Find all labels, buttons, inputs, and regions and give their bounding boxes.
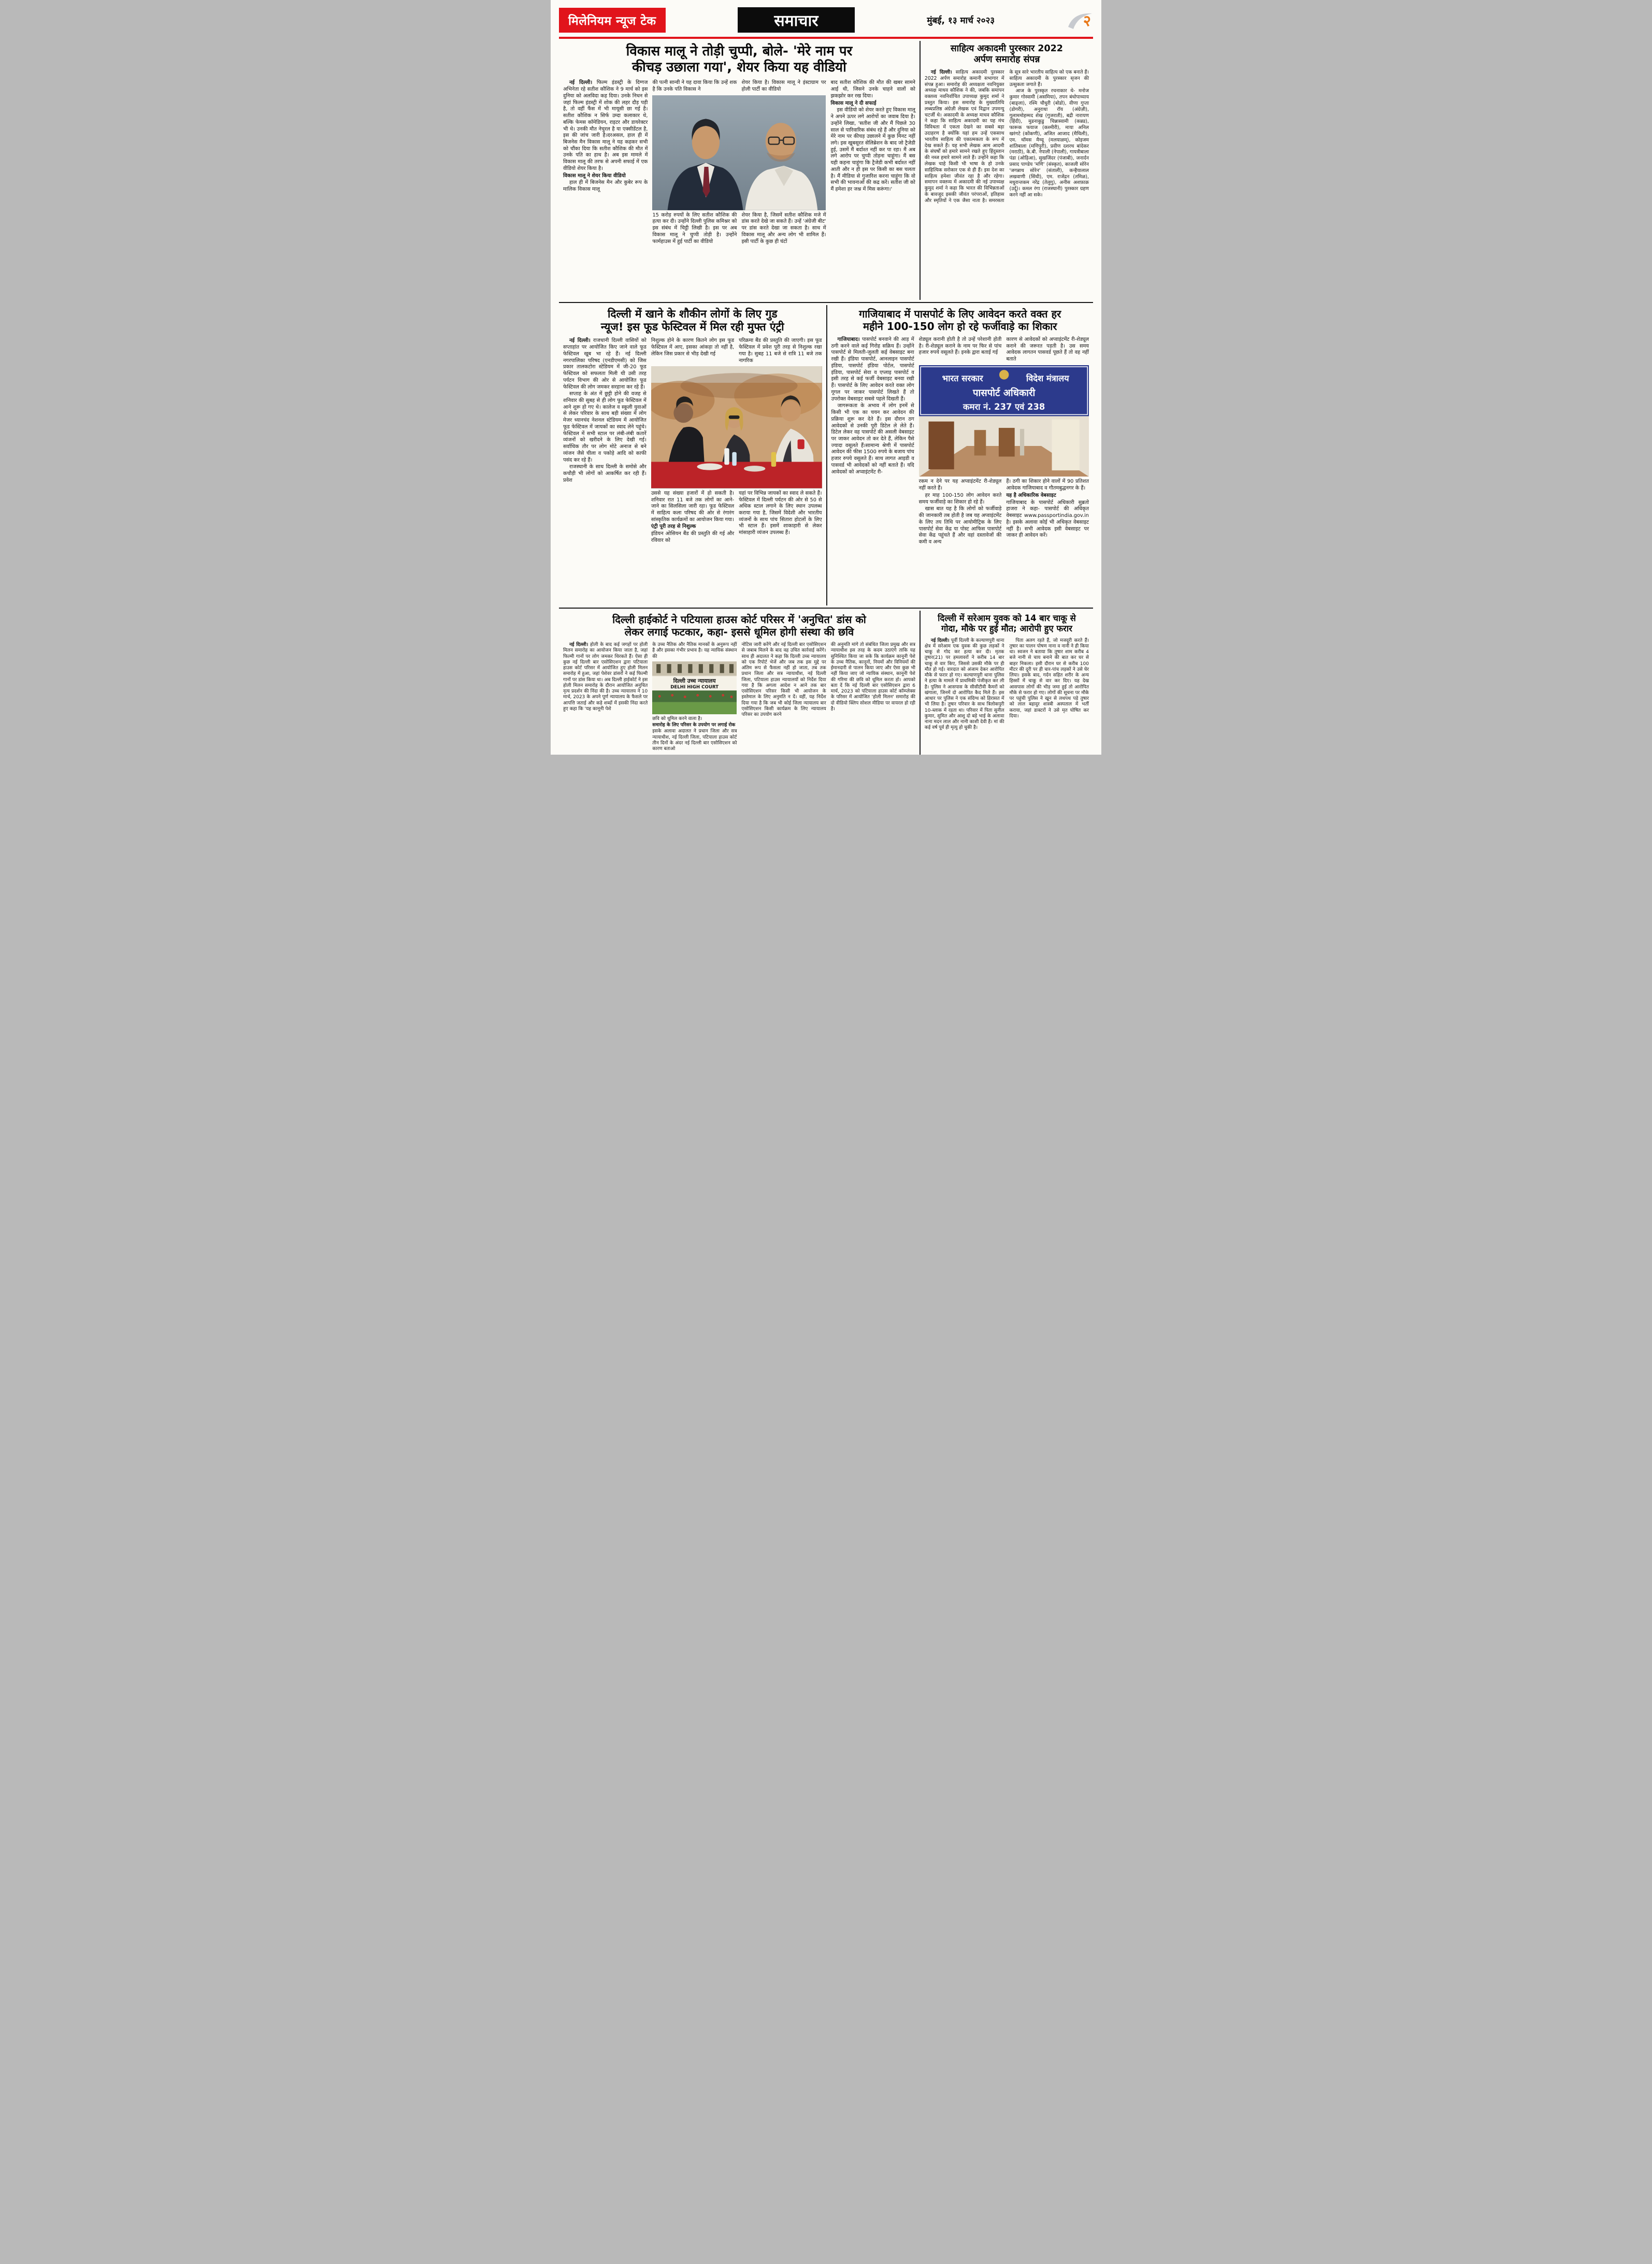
delhi-high-court-photo — [652, 661, 737, 714]
passport-office-photo — [919, 365, 1089, 477]
paragraph: परिक्रमा बैंड की प्रस्तुति की जाएगी। इस फूड फेस्टिवल में प्रवेश पूरी तरह से निशुल्क रखा गया है। सुबह 11 बजे से रात्रि 11 बजे तक नागरिक — [739, 338, 822, 364]
paragraph: आज के पुरस्कृत रचनाकार थे- मनोज कुमार गोस्वामी (असमिया), तपन बंधोपाध्याय (बाङ्ला), रश्मि चौधुरी (बोडो), वीणा गुप्ता (डोगरी), अनुराधा रॉय (अंग्रेज़ी), गुलाममोहम्मद शेख (गुजराती), बद्री नारायण (हिंदी), मुडनाकुडु चिन्नास्वामी (कन्नड), फारूक फयाज (कश्मीरी), माया अनिल खरंगटे (कोंकणी), अजित आजाद (मैथिली), एम. थॉमस मैथ्यू (मलयाळम्), कोइजम शांतिबाला (मणिपुरी), प्रवीण दशरथ बांदेकर (मराठी), के.बी. नेपाली (नेपाली), गायत्रीबाला पंडा (ओड़िआ), सुखजिंदर (पंजाबी), जनार्दन प्रसाद पाण्डेय 'मणि' (संस्कृत), काजली सोरेन 'जगन्नाथ सोरेन' (संताली), कन्हैयालाल लखवाणी (सिंधी), एम. राजेंद्रन (तमिळ), मधुरान्तकम नरेंद्र (तेलुगु), अनीस अशफ़ाक़ (उर्दू)। कमल रंगा (राजस्थानी) पुरस्कार ग्रहण करने नहीं आ सके। — [1009, 88, 1089, 198]
paragraph: शेयर किया है, जिसमें सतीश कौशिक मजे में डांस करते देखे जा सकते हैं। उन्हें 'अंग्रेजी बीट' पर डांस करते देखा जा सकता है। साथ में विकास मालू और अन्य लोग भी शामिल हैं। इसी पार्टी के कुछ ही घंटों — [741, 212, 826, 244]
paragraph: सप्ताह के अंत में छुट्टी होने की वजह से शनिवार की सुबह से ही लोग फूड फेस्टिवल में आने शुरू हो गए थे। कालेज व स्कूली युवाओं से लेकर परिवार के साथ बड़ी संख्या में लोग मेजर ध्यानचंद नेशनल स्टेडियम में आयोजित फूड फेस्टिवल में जायकों का स्वाद लेने पहुंचे। फेस्टिवल में सभी स्टाल पर लंबी-लंबी कतारें व्यंजनों को खरीदने के लिए देखी गई। सर्वाधिक तौर पर लोग मोटे अनाज से बने व्यंजन जैसे चीला व पकोड़े आदि को काफी पसंद कर रहे हैं। — [563, 391, 647, 463]
paragraph: पिता अलग रहते हैं, जो मजदूरी करते हैं। तुषार का पालन पोषण नाना व नानी ने ही किया था। स्वजन ने बताया कि तुषार शाम करीब 4 बजे नानी से चाय बनाने की बात कर घर से बाहर निकला। इसी दौरान घर से करीब 100 मीटर की दूरी पर ही चार-पांच लड़कों ने उसे घेर लिया। इसके बाद, गर्दन सहित शरीर के अन्य हिस्सों में चाकू से वार कर दिए। यह देख आसपास लोगों की भीड़ जमा हुई तो आरोपित मौके से फरार हो गए। लोगों की सूचना पर मौके पर पहुंची पुलिस ने खून से लथपथ पड़े तुषार को लाल बहादुर शास्त्री अस्पताल में भर्ती कराया, जहां डाक्टरों ने उसे मृत घोषित कर दिया। — [1009, 638, 1089, 719]
row-top — [559, 41, 1093, 300]
article-highcourt-headline: दिल्ली हाईकोर्ट ने पटियाला हाउस कोर्ट परिसर में 'अनुचित' डांस को लेकर लगाई फटकार, कहा- इससे धूमिल होगी संस्था की छवि — [612, 613, 866, 638]
subhead: समारोह के लिए परिसर के उपयोग पर लगाई रोक — [652, 723, 736, 728]
paragraph: जागरूकता के अभाव में लोग इनमें से किसी भी एक का चयन कर आवेदन की प्रक्रिया शुरू कर देते हैं। इस दौरान ठग आवेदकों से उनकी पूरी डिटेल ले लेते हैं। डिटेल लेकर वह पासपोर्ट की असली वेबसाइट पर जाकर आवेदन तो कर देते हैं, लेकिन पैसे ज्यादा वसूलते हैं।सामान्य श्रेणी में पासपोर्ट आवेदन की फीस 1500 रुपये के बजाय पांच हजार रुपये वसूलते हैं। साथ लागत आइडी व पासवर्ड भी आवेदकों को नहीं बताते हैं। यदि आवेदकों को अप्वाइंटमेंट री- — [831, 403, 914, 475]
article-stabbing-headline: दिल्ली में सरेआम युवक को 14 बार चाकू से गोदा, मौके पर हुई मौत; आरोपी हुए फरार — [938, 613, 1076, 633]
paragraph: कारण से आवेदकों को अप्वाइंटमेंट री-शेड्यूल कराने की जरूरत पड़ती है। उस समय आवेदक लागतन पासवर्ड पूछते हैं तो वह नहीं बताते — [1006, 337, 1089, 363]
paragraph: नई दिल्ली। साहित्य अकादमी पुरस्कार 2022 अर्पण समारोह कमानी सभागार में संपन्न हुआ। समारोह की अध्यक्षता नवनियुक्त अध्यक्ष माधव कौशिक ने की, जबकि समापन वक्तव्य नवनिर्वाचित उपाध्यक्ष कुमुद शर्मा ने प्रस्तुत किया। इस समारोह के मुख्यातिथि लब्धप्रतिष्ठ अंग्रेज़ी लेखक एवं विद्वान उपमन्यु चटर्जी थे। अकादमी के अध्यक्ष माधव कौशिक ने कहा कि साहित्य अकादमी का यह मंच विविधता में एकता देखने का सबसे बड़ा उदाहरण है क्योंकि यहां हम उन्हें एकसाथ भारतीय साहित्य की एकात्मकता के रूप में देख सकते हैं। यह सभी लेखक आम आदमी के संघर्षों को हमारे सामने रखते हुए हिंदुस्तान की नब्ज हमारे सामने लाते हैं। उन्होंने कहा कि लेखक चाहे किसी भी भाषा के हो उनके साहित्यिक सरोकार एक से ही हैं। इस देश का साहित्य हमेशा जीवंत रहा है और रहेगा। समापन वक्तव्य में अकादमी की नई उपाध्यक्ष कुमुद शर्मा ने कहा कि भारत की विभिन्नताओं के बावजूद इसकी जीवंत परंपराओं, इतिहास और स्मृतियों ने एक जैसा नाता है। समरसता के सूत्र सारे भारतीय साहित्य को एक बनाते हैं। साहित्य अकादमी के पुरस्कार सृजन की उत्सुकता जगाते हैं। — [924, 69, 1089, 204]
row-bottom — [559, 611, 1093, 755]
stabbing-body — [925, 638, 1089, 731]
article-passport-fraud — [826, 305, 1094, 605]
article-stabbing — [920, 611, 1093, 755]
vikas-satish-photo — [652, 95, 826, 210]
passport-middle-columns — [919, 337, 1089, 546]
article-highcourt-rebuke — [559, 611, 920, 755]
paragraph: की अनुमति मांगे तो संबंधित जिला प्रमुख और सत्र न्यायाधीश इस तरह के कदम उठाएंगे ताकि यह सुनिश्चित किया जा सके कि कार्यक्रम कानूनी पेशे के उच्च नैतिक, कानूनों, नियमों और विनियमों की ईमानदारी से पालन किया जाए और ऐसा कुछ भी नहीं किया जाए जो न्यायिक संस्थान, कानूनी पेशे की गरिमा की छवि को धूमिल करता हो। आपको बता दें कि नई दिल्ली बार एसोसिएशन द्वारा 6 मार्च, 2023 को पटियाला हाउस कोर्ट कॉम्प्लेक्स के परिसर में आयोजित 'होली मिलन' समारोह की दो वीडियो क्लिप सोशल मीडिया पर वायरल हो रही है। — [830, 642, 915, 712]
passport-column-1 — [831, 337, 914, 546]
paragraph: खास बात यह है कि लोगों को फर्जीवाड़े की जानकारी तब होती है जब यह अप्वाइंटमेंट के लिए तय तिथि पर आयोमीट्रिक के लिए पासपोर्ट सेवा केंद्र या पोस्ट आफिस पासपोर्ट सेवा केंद्र पहुंचते हैं और वहां दस्तावेजों की कमी व अन्य — [918, 506, 1002, 545]
paragraph: नई दिल्ली। फिल्म इंडस्ट्री के दिग्गज अभिनेता रहे सतीश कौशिक ने 9 मार्च को इस दुनिया को अलविदा कह दिया। उनके निधन से जहां फिल्म इंडस्ट्री में शोक की लहर दौड़ पड़ी है, तो वहीं फैंस में भी मायूसी छा गई है। सतीश कौशिक न सिर्फ उम्दा कलाकार थे, बल्कि फेमस कॉमेडियन, राइटर और डायरेक्टर भी थे। उनकी मौत नेचुरल है या एक्सीडेंटल है, इस की जांच जारी है।दरअसल, हाल ही में बिजनेस मैन विकास मालू ने यह कहकर सभी को चौंका दिया कि सतीश कौशिक की मौत में उनके पति का हाथ है। अब इस मामले में विकास मालू की तरफ से अपनी सफाई में एक वीडियो शेयर किया है। — [563, 80, 648, 171]
paragraph: उससे यह संख्या हजारों में हो सकती है। शनिवार रात 11 बजे तक लोगों का आने-जाने का सिलसिला जारी रहा। फूड फेस्टिवल में साहित्य कला परिषद की ओर से रंगारंग सांस्कृतिक कार्यक्रमों का आयोजन किया गया। — [651, 490, 735, 523]
article-sahitya-akademi — [920, 41, 1093, 300]
passport-sign-text: विदेश मंत्रालय — [1026, 373, 1069, 383]
passport-sign-text: कमरा नं. 237 एवं 238 — [963, 402, 1045, 412]
paragraph: के उच्च नैतिक और नैतिक मानकों के अनुरूप नहीं है और इसका गंभीर प्रभाव है। यह न्यायिक संस्थान की — [652, 642, 737, 659]
food-middle-columns — [651, 338, 822, 544]
vikas-middle-columns — [652, 80, 826, 246]
paragraph: गाजियाबाद। पासपोर्ट बनवाने की आड़ में ठगी करने वाले कई गिरोह सक्रिय हैं। उन्होंने पासपोर्ट से मिलती-जुलती कई वेबसाइट बना रखी हैं। इंडिया पासपोर्ट, आनलाइन पासपोर्ट इंडिया, पासपोर्ट इंडिया पोर्टल, पासपोर्ट इंडिया, पासपोर्ट सेवा व एप्लाइ पासपोर्ट व इसी तरह से कई फर्जी वेबसाइट बनवा रखी हैं। पासपोर्ट के लिए आवेदन करते वक्त लोग गूगल पर जाकर पासपोर्ट लिखते हैं तो उपरोक्त वेबसाइट सबसे पहले दिखती हैं। — [831, 337, 914, 402]
paragraph: शेयर किया है। विकास मालू ने इंस्टाग्राम पर होली पार्टी का वीडियो — [741, 80, 826, 93]
article-vikas-malu — [559, 41, 920, 300]
paragraph: यहां पर विभिन्न जायकों का स्वाद ले सकते हैं। फेस्टिवल में दिल्ली पर्यटन की ओर से 50 से अधिक स्टाल लगाने के लिए स्थान उपलब्ध कराया गया है, जिसमें विदेशी और भारतीय व्यंजनों के साथ पांच सितारा होटलों के लिए भी स्टाल हैं। इसमें शाकाहारी से लेकर मांसाहारी व्यंजन उपलब्ध हैं। — [739, 490, 822, 536]
article-sahitya-headline: साहित्य अकादमी पुरस्कार 2022 अर्पण समारोह संपन्न — [950, 44, 1063, 65]
subhead: विकास मालू ने दी सफाई — [830, 100, 877, 106]
paragraph: नोटिस जारी करेंगे और नई दिल्ली बार एसोसिएशन से जबाब मिलने के बाद वह उचित कार्रवाई करेंगे। साथ ही अदालत ने कहा कि दिल्ली उच्च न्यायालय को एक रिपोर्ट भेजें और जब तक इस मुद्दे पर अंतिम रूप से फैसला नहीं हो जाता, तब तक प्रधान जिला और सत्र न्यायाधीश, नई दिल्ली जिला, पटियाला हाउस न्यायालयों को निर्देश दिया गया है कि अगला आदेश न आने तक बार एसोसिएशन परिसर किसी भी आयोजन के इस्तेमाल के लिए अनुमति न दें। वहीं, यह निर्देश दिया गया है कि जब भी कोई जिला न्यायालय बार एसोसिएशन किसी कार्यक्रम के लिए न्यायालय परिसर का उपयोग करने — [741, 642, 826, 717]
paragraph: हर माह 100-150 लोग आवेदन करते समय फर्जीवाड़े का शिकार हो रहे हैं। — [918, 492, 1002, 505]
paragraph: शेड्यूल करानी होती है तो उन्हें परेशानी होती है। री-शेड्यूल कराने के नाम पर फिर से पांच हजार रुपये वसूलते हैं। इनके द्वारा बताई गई — [918, 337, 1002, 356]
paragraph: छवि को धूमिल करने वाला है। — [652, 716, 702, 722]
vikas-column-4 — [830, 80, 915, 246]
paragraph: 15 करोड़ रुपयों के लिए सतीश कौशिक की हत्या कर दी। उन्होंने दिल्ली पुलिस कमिश्नर को इस संबंध में चिट्ठी लिखी है। इस पर अब विकास मालू ने चुप्पी तोड़ी है। उन्होंने फार्महाउस में हुई पार्टी का वीडियो — [652, 212, 737, 244]
page-number — [1067, 9, 1093, 31]
food-column-1 — [563, 338, 647, 544]
paragraph: नई दिल्ली। राजधानी दिल्ली वासियों को सप्ताहांत पर आयोजित किए जाने वाले फूड फेस्टिवल खूब भा रहे हैं। नई दिल्ली नगरपालिका परिषद (एनडीएमसी) को जिस प्रकार तालकटोरा स्टेडियम में जी-20 फूड फेस्टिवल को सफलता मिली थी उसी तरह पर्यटन विभाग की ओर से आयोजित फूड फेस्टिवल की लोग जमकर सरहाना कर रहे हैं। — [563, 338, 647, 390]
highcourt-column-4 — [831, 642, 915, 753]
masthead-rule — [559, 37, 1093, 39]
passport-sign-text: पासपोर्ट अधिकारी — [972, 387, 1035, 399]
sahitya-body — [925, 69, 1089, 204]
subhead: एंट्री पूरी तरह से निशुल्क — [651, 524, 696, 530]
paragraph: की पत्नी सान्वी ने यह दावा किया कि उन्हें शक है कि उनके पति विकास ने — [652, 80, 737, 93]
brand-title: मिलेनियम न्यूज टेक — [568, 14, 656, 28]
paragraph: इसके अलावा अदालत ने प्रधान जिला और सत्र न्यायाधीश, नई दिल्ली जिला, पटियाला हाउस कोर्ट तीन दिनों के अंदर नई दिल्ली बार एसोसिएशन को कारण बताओ — [652, 729, 737, 752]
masthead — [559, 5, 1093, 37]
court-sign-text: DELHI HIGH COURT — [670, 684, 719, 690]
food-festival-photo — [651, 366, 822, 488]
highcourt-column-3 — [741, 642, 826, 753]
highcourt-column-2 — [652, 642, 737, 753]
article-vikas-headline: विकास मालू ने तोड़ी चुप्पी, बोले- 'मेरे नाम पर कीचड़ उछाला गया', शेयर किया यह वीडियो — [626, 44, 853, 76]
paragraph: नई दिल्ली। पूर्वी दिल्ली के कल्याणपुरी थाना क्षेत्र में सरेआम एक युवक की कुछ लड़कों ने चाकू से गोद कर हत्या कर दी। मृतक तुषार(21) पर हमलावरों ने करीब 14 बार चाकू से वार किए, जिससे उसकी मौके पर ही मौत हो गई। वारदात को अंजाम देकर आरोपित मौके से फरार हो गए। कल्याणपुरी थाना पुलिस ने हत्या के मामले में प्राथमिकी पंजीकृत कर ली है। पुलिस ने आसपास के सीसीटीवी कैमरों को खंगाला, जिनमें दो आरोपित कैद मिले हैं। इस आधार पर पुलिस ने एक संदिग्ध को हिरासत में भी लिया है। तुषार परिवार के साथ त्रिलोकपुरी 10-ब्लाक में रहता था। परिवार में पिता सुनील कुमार, सुमित और आशु दो बड़े भाई के अलावा नाना मदन लाल और नानी काशी देवी हैं। मां की कई वर्ष पूर्व ही मृत्यु हो चुकी है। — [924, 638, 1004, 731]
row-divider — [559, 608, 1093, 609]
section-banner — [738, 7, 854, 33]
paragraph: रकम न देने पर यह अप्वाइंटमेंट री-शेड्यूल नहीं करते हैं। — [918, 479, 1002, 492]
article-passport-headline: गाजियाबाद में पासपोर्ट के लिए आवेदन करते वक्त हर महीने 100-150 लोग हो रहे फर्जीवाड़े का शिकार — [859, 308, 1061, 333]
paragraph: हाल ही में बिजनेस मैन और कुबेर रूप के मालिक विकास मालू — [563, 180, 648, 193]
newspaper-page — [551, 0, 1101, 755]
row-divider — [559, 302, 1093, 303]
paragraph: निशुल्क होने के कारण कितने लोग इस फूड फेस्टिवल में आए, इसका आंकड़ा तो नहीं है, लेकिन जिस प्रकार से भीड़ देखी गई — [651, 338, 735, 357]
court-sign-text: दिल्ली उच्च न्यायालय — [673, 677, 716, 684]
paragraph: इस वीडियो को शेयर करते हुए विकास मालू ने अपने ऊपर लगे आरोपों का जवाब दिया है। उन्होंने लिखा, 'सतीश जी और मैं पिछले 30 साल से पारिवारिक संबंध रहे हैं और दुनिया को मेरे नाम पर कीचड़ उछालने में कुछ मिनट नहीं लगे। इस खूबसूरत सेलिब्रेशन के बाद जो ट्रैजेडी हुई, उसमें मैं बर्दाश्त नहीं कर पा रहा। मैं अब लगे आरोप पर चुप्पी तोड़ना चाहूंगा। मैं बस यही कहना चाहूंगा कि ट्रैजेडी कभी बर्दाश्त नहीं आती और न ही इस पर किसी का बस चलता है। मैं मीडिया से गुजारिश करना चाहूंगा कि वो सभी की भावनाओं की कद्र करें। सतीश जी को मैं हमेशा हर जश्न में मिस करूंगा।' — [830, 107, 915, 193]
paragraph: नई दिल्ली। होली के बाद कई जगहों पर होली मिलन समारोह का आयोजन किया जाता है, जहां फिल्मी गानों पर लोग जमकर थिरकते हैं। ऐसा ही कुछ नई दिल्ली बार एसोसिएशन द्वारा पटियाला हाउस कोर्ट परिसर में आयोजित हुए होली मिलन समारोह में हुआ, जहां पेशेवर डांसरों ने कई फिल्मी गानों पर डांस किया था। अब दिल्ली हाईकोर्ट ने इस होली मिलन समारोह के दौरान आयोजित अनुचित नृत्य प्रदर्शन की निंदा की है। उच्च न्यायालय ने 10 मार्च, 2023 के अपने पूर्ण न्यायालय के फैसले पर आपत्ति जताई और कड़े शब्दों में इसकी निंदा करते हुए कहा कि 'यह कानूनी पेशे — [563, 642, 648, 712]
paragraph: राजस्थानी के साथ दिल्ली के समोसे और कचौड़ी भी लोगों को आकर्षित कर रही हैं। प्रवेश — [563, 464, 647, 483]
section-title: समाचार — [774, 12, 818, 30]
paragraph: बाद सतीश कौशिक की मौत की खबर सामने आई थी, जिसने उनके चाहने वालों को झकझोर कर रख दिया। — [830, 80, 915, 99]
emblem-icon — [999, 370, 1009, 379]
row-middle — [559, 305, 1093, 605]
article-food-headline: दिल्ली में खाने के शौकीन लोगों के लिए गुड न्यूज! इस फूड फेस्टिवल में मिल रही मुफ्त एंट्री — [600, 308, 784, 334]
paragraph: हैं। ठगी का शिकार होने वालों में 90 प्रतिशत आवेदक गाजियाबाद व गौतमबुद्धनगर के हैं। — [1006, 479, 1089, 492]
edition-dateline: मुंबई, १३ मार्च २०२३ — [927, 16, 995, 26]
paragraph: इंडियन ओसियन बैंड की प्रस्तुति की गई और रविवार को — [651, 531, 735, 543]
vikas-column-1 — [563, 80, 648, 246]
highcourt-column-1 — [563, 642, 648, 753]
subhead: यह है अधिकारिक वेबसाइट — [1006, 492, 1056, 498]
masthead-brand — [559, 8, 666, 33]
article-food-festival — [559, 305, 826, 605]
paragraph: गाजियाबाद के पासपोर्ट अधिकारी सुब्रतो हाजरा ने कहा- पासपोर्ट की अधिकृत वेबसाइट www.passportindia.gov.in है। इसके अलावा कोई भी अधिकृत वेबसाइट नहीं है। सभी आवेदक इसी वेबसाइट पर जाकर ही आवेदन करें। — [1006, 499, 1089, 539]
page-number-value: २ — [1083, 11, 1091, 30]
passport-sign-text: भारत सरकार — [942, 373, 983, 383]
subhead: विकास मालू ने शेयर किया वीडियो — [563, 172, 626, 179]
